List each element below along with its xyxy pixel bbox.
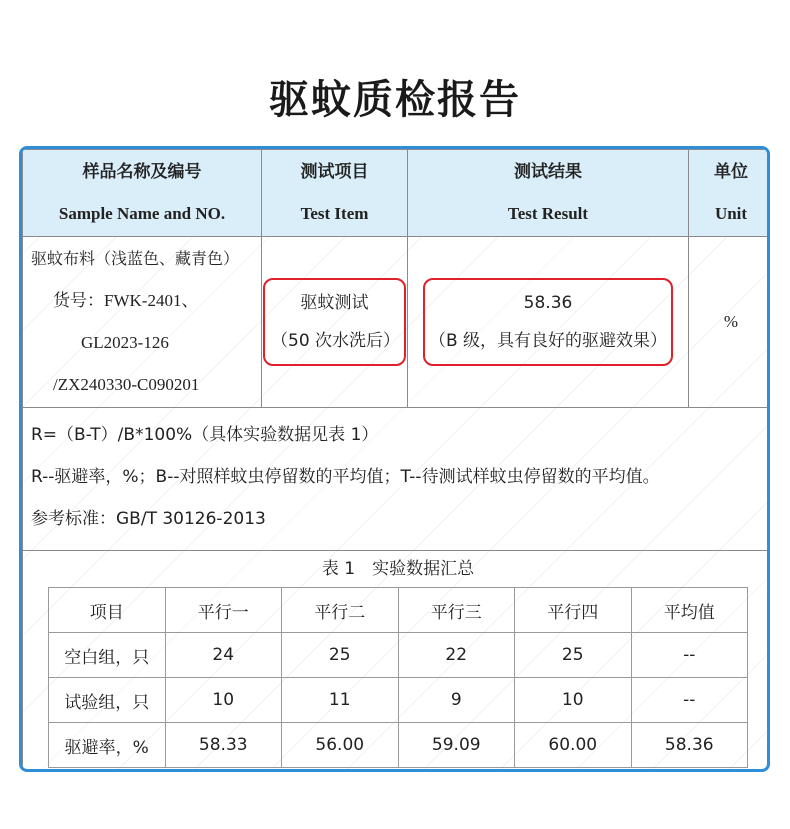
standard-note: 参考标准：GB/T 30126-2013 (31, 509, 266, 529)
data-cell: 59.09 (398, 723, 515, 768)
test-item-cell (262, 237, 408, 408)
test-result-highlight (423, 278, 673, 366)
data-header-cell: 平行二 (282, 588, 399, 633)
data-cell: 9 (398, 678, 515, 723)
test-item-highlight (263, 278, 406, 366)
table1-cell (23, 551, 771, 773)
data-cell: 10 (165, 678, 282, 723)
result-row (23, 237, 771, 408)
data-cell: 22 (398, 633, 515, 678)
data-row-test (49, 678, 748, 723)
header-result (408, 150, 689, 237)
data-cell: 25 (282, 633, 399, 678)
table1-row (23, 551, 771, 773)
page-title: 驱蚊质检报告 (269, 77, 521, 123)
header-result-en: Test Result (507, 204, 589, 223)
table1-caption: 表 1 实验数据汇总 (321, 559, 475, 579)
test-item-line: （50 次水洗后） (271, 331, 401, 351)
header-row (23, 150, 771, 237)
test-item-line: 驱蚊测试 (300, 293, 369, 313)
data-cell: 60.00 (515, 723, 632, 768)
test-result-value: 58.36 (523, 293, 573, 313)
test-result-cell (408, 237, 689, 408)
report-frame (19, 146, 770, 772)
data-header-row (49, 588, 748, 633)
data-cell: 空白组，只 (49, 633, 166, 678)
header-sample-en: Sample Name and NO. (58, 204, 226, 223)
data-cell: 58.36 (631, 723, 748, 768)
data-row-blank (49, 633, 748, 678)
notes-cell (23, 408, 771, 551)
header-unit (689, 150, 771, 237)
data-cell: 25 (515, 633, 632, 678)
formula-note: R=（B-T）/B*100%（具体实验数据见表 1） (31, 425, 379, 445)
definition-note: R--驱避率，%；B--对照样蚊虫停留数的平均值；T--待测试样蚊虫停留数的平均值。 (31, 467, 660, 487)
unit-cell: % (689, 237, 771, 408)
test-result-grade: （B 级，具有良好的驱避效果） (428, 331, 668, 351)
header-sample (23, 150, 262, 237)
data-cell: -- (631, 633, 748, 678)
data-header-cell: 项目 (49, 588, 166, 633)
notes-row (23, 408, 771, 551)
data-cell: 24 (165, 633, 282, 678)
header-result-zh: 测试结果 (514, 162, 582, 182)
data-cell: 驱避率，% (49, 723, 166, 768)
data-header-cell: 平均值 (631, 588, 748, 633)
header-item (262, 150, 408, 237)
header-sample-zh: 样品名称及编号 (82, 162, 202, 182)
data-cell: 10 (515, 678, 632, 723)
report-table (22, 149, 770, 772)
data-row-rate (49, 723, 748, 768)
header-unit-zh: 单位 (714, 162, 748, 182)
data-header-cell: 平行三 (398, 588, 515, 633)
header-item-en: Test Item (300, 204, 369, 223)
sample-cell (23, 237, 262, 408)
data-cell: 58.33 (165, 723, 282, 768)
sample-line: GL2023-126 (81, 333, 169, 352)
data-cell: 试验组，只 (49, 678, 166, 723)
data-table (48, 587, 748, 768)
sample-line: /ZX240330-C090201 (53, 375, 200, 394)
data-header-cell: 平行四 (515, 588, 632, 633)
sample-line: 货号：FWK-2401、 (53, 291, 199, 310)
data-header-cell: 平行一 (165, 588, 282, 633)
header-unit-en: Unit (714, 204, 748, 223)
header-item-zh: 测试项目 (300, 162, 369, 182)
data-cell: -- (631, 678, 748, 723)
data-cell: 11 (282, 678, 399, 723)
sample-line: 驱蚊布料（浅蓝色、藏青色） (31, 249, 240, 268)
data-cell: 56.00 (282, 723, 399, 768)
